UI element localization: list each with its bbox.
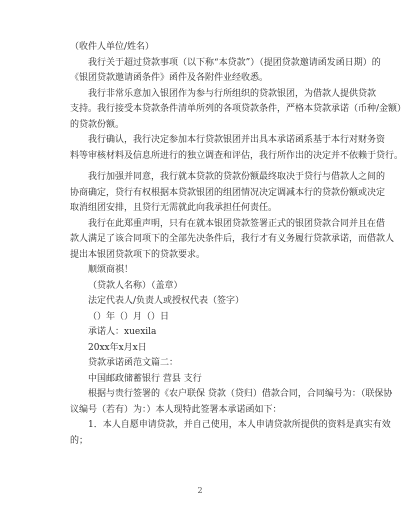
sample-item-1-line-1: 1．本人自愿申请贷款，并自己使用，本人申请贷款所提供的资料是真实有效 (88, 420, 391, 430)
paragraph-5-line-3: 提出本银团贷款项下的贷款要求。 (70, 249, 206, 260)
page-number: 2 (197, 486, 203, 495)
paragraph-4-line-2: 协商确定，贷行有权根据本贷款银团的组团情况决定调减本行的贷款份额或决定 (70, 187, 386, 198)
paragraph-2-line-3: 的贷款份额。 (70, 119, 125, 130)
promise-date: 20xx年x月x日 (88, 342, 147, 353)
sample-paragraph-1-line-2: 议编号（若有）为：）本人现特此签署本承诺函如下： (70, 404, 282, 415)
paragraph-3-line-2: 料等审核材料及信息所进行的独立调查和评估，我行所作出的决定并不依赖于贷行。 (70, 150, 404, 161)
paragraph-5-line-1: 我行在此郑重声明，只有在就本银团贷款签署正式的银团贷款合同并且在借 (88, 218, 386, 229)
signer-representative: 法定代表人/负责人或授权代表（签字） (88, 296, 245, 306)
bank-name: 中国邮政储蓄银行 营县 支行 (88, 373, 202, 384)
paragraph-1-line-1: 我行关于超过贷款事项（以下称“本贷款”）（提团贷款邀请函发函日期）的 (88, 57, 381, 68)
paragraph-2-line-2: 支持。我行接受本贷款条件清单所列的各项贷款条件，严格本贷款承诺（币种/金额） (70, 104, 406, 114)
signature-date: （）年（）月（）日 (88, 311, 170, 322)
sample-item-1-line-2: 的； (70, 435, 89, 446)
signer-name: （贷款人名称）（盖章） (88, 280, 183, 291)
promisor-line: 承诺人：xuexila (88, 327, 157, 337)
sample-heading: 贷款承诺函范文篇二： (88, 358, 179, 368)
paragraph-5-line-2: 款人满足了该合同项下的全部先决条件后，我行才有义务履行贷款承诺，而借款人 (70, 234, 395, 244)
paragraph-1-line-2: 《银团贷款邀请函条件》函件及各附件业经收悉。 (70, 73, 269, 83)
paragraph-2-line-1: 我行非常乐意加入银团作为参与行所组织的贷款银团，为借款人提供贷款 (88, 88, 377, 99)
paragraph-4-line-1: 我行加强并同意，我行就本贷款的贷款份额最终取决于贷行与借款人之间的 (88, 172, 386, 182)
paragraph-4-line-3: 取消组团安排，且贷行无需就此向我承担任何责任。 (70, 203, 278, 213)
closing-greeting: 顺颂商祺！ (88, 265, 134, 275)
paragraph-3-line-1: 我行确认，我行决定参加本行贷款银团并出具本承诺函系基于本行对财务资 (88, 135, 386, 145)
recipient-line: （收件人单位/姓名） (70, 42, 155, 52)
sample-paragraph-1-line-1: 根据与贵行签署的《农户联保 贷款（贷归）借款合同，合同编号为：（联保协 (88, 389, 393, 399)
